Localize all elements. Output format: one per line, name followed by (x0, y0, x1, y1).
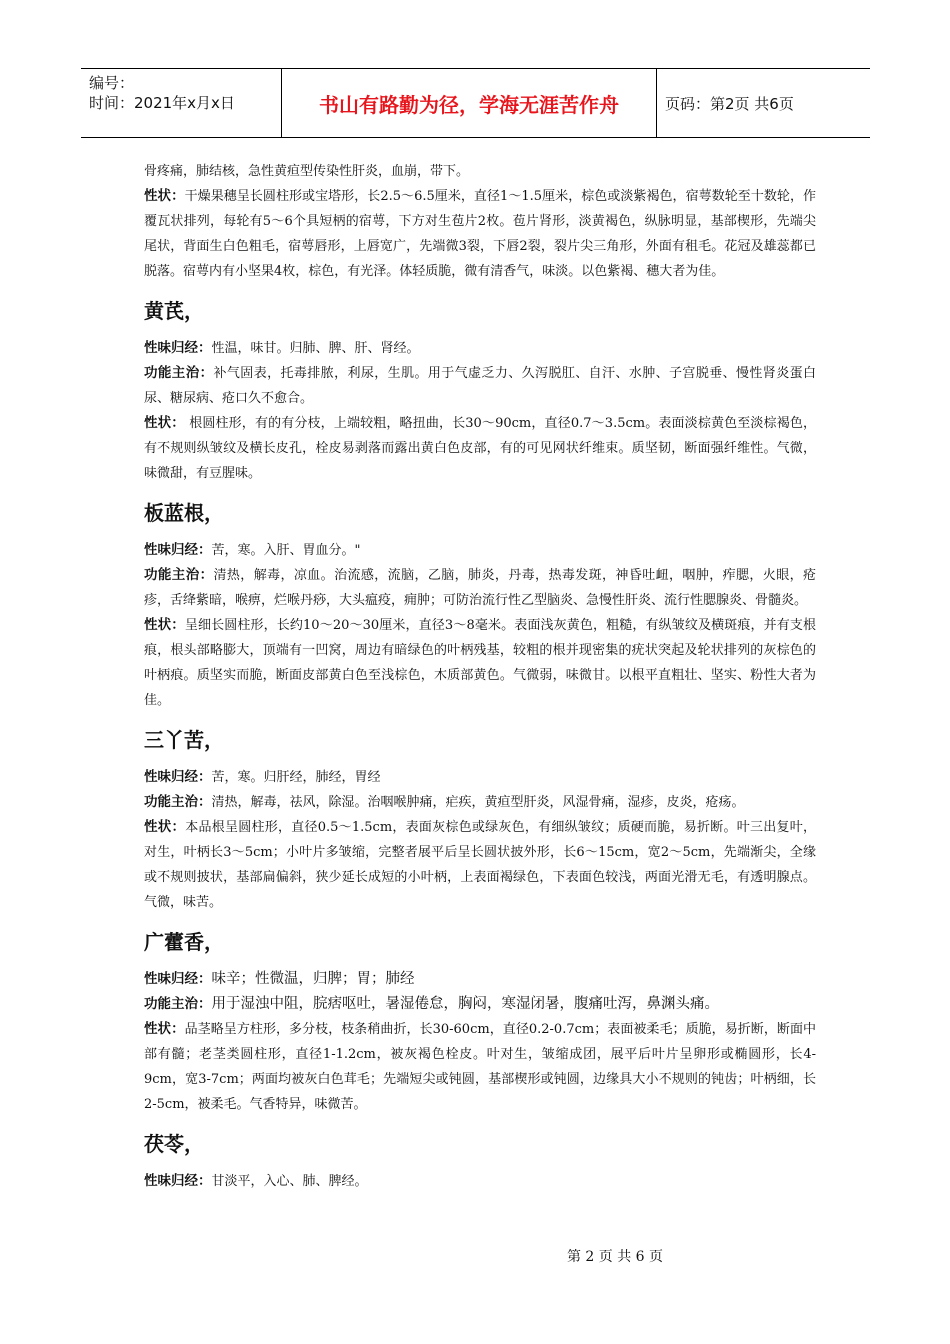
date-label: 时间：2021年x月x日 (89, 94, 235, 112)
gongneng-label: 功能主治： (144, 996, 212, 1012)
herb-xingwei (144, 967, 816, 992)
herb-gongneng (144, 992, 816, 1017)
xingwei-text: 甘淡平，入心、肺、脾经。 (211, 1174, 368, 1189)
herb-title: 三丫苦， (144, 728, 224, 752)
xingzhuang-text: 根圆柱形，有的有分枝，上端较粗，略扭曲，长30～90cm，直径0.7～3.5cm。表面淡棕黄色至淡棕褐色，有不规则纵皱纹及横长皮孔，栓皮易剥落而露出黄白色皮部，有的可见网状纤维束。质坚韧，断面强纤维性。气微，味微甜，有豆腥味。 (144, 416, 816, 481)
herb-xingzhuang (144, 1017, 816, 1117)
herb-xingwei (144, 336, 816, 361)
header-page-label: 页码：第2页 共6页 (665, 94, 794, 113)
herb-title: 板蓝根， (144, 501, 224, 525)
footer-page-number: 第 2 页 共 6 页 (566, 1249, 664, 1265)
herb-gongneng (144, 790, 816, 815)
gongneng-label: 功能主治： (144, 567, 214, 583)
xingzhuang-label: 性状： (144, 617, 185, 633)
xingzhuang-text: 干燥果穗呈长圆柱形或宝塔形，长2.5～6.5厘米，直径1～1.5厘米，棕色或淡紫褐色，宿萼数轮至十数轮，作覆瓦状排列，每轮有5～6个具短柄的宿萼，下方对生苞片2枚。苞片肾形，淡黄褐色，纵脉明显，基部楔形，先端尖尾状，背面生白色粗毛，宿萼唇形，上唇宽广，先端微3裂，下唇2裂，裂片尖三角形，外面有租毛。花冠及雄蕊都已脱落。宿萼内有小坚果4枚，棕色，有光泽。体轻质脆，微有清香气，味淡。以色紫褐、穗大者为佳。 (144, 189, 817, 279)
xingwei-text: 苦，寒。归肝经，肺经，胃经 (211, 770, 381, 785)
gongneng-text: 清热，解毒，祛风，除湿。治咽喉肿痛，疟疾，黄疸型肝炎，风湿骨痛，湿疹，皮炎，疮疡。 (211, 795, 745, 810)
herb-xingzhuang (144, 411, 816, 486)
herb-title: 茯苓， (144, 1132, 204, 1156)
herb-title: 广藿香， (144, 930, 224, 954)
xingzhuang-label: 性状： (144, 819, 186, 835)
xingwei-label: 性味归经： (144, 340, 212, 356)
herb-gongneng (144, 361, 816, 411)
herb-xingwei (144, 765, 816, 790)
header-motto: 书山有路勤为径，学海无涯苦作舟 (282, 69, 657, 137)
herb-xingwei (144, 538, 816, 563)
herb-title: 黄芪， (144, 299, 204, 323)
xingwei-label: 性味归经： (144, 542, 212, 558)
gongneng-text: 补气固表，托毒排脓，利尿，生肌。用于气虚乏力、久泻脱肛、自汗、水肿、子宫脱垂、慢性肾炎蛋白尿、糖尿病、疮口久不愈合。 (144, 366, 816, 406)
header-table (81, 68, 870, 138)
gongneng-label: 功能主治： (144, 794, 212, 810)
herb-xingzhuang (144, 613, 816, 713)
herb-gongneng (144, 563, 816, 613)
xingzhuang-label: 性状： (144, 415, 185, 431)
xingzhuang-label: 性状： (144, 188, 185, 204)
herb-xingwei (144, 1169, 816, 1194)
xingwei-label: 性味归经： (144, 971, 212, 987)
intro-paragraph: 骨疼痛，肺结核，急性黄疸型传染性肝炎，血崩，带下。 (144, 164, 470, 179)
header-meta (81, 69, 282, 137)
main-content (144, 159, 816, 1194)
xingzhuang-text: 本品根呈圆柱形，直径0.5～1.5cm，表面灰棕色或绿灰色，有细纵皱纹；质硬而脆，易折断。叶三出复叶，对生，叶柄长3～5cm；小叶片多皱缩，完整者展平后呈长圆状披外形，长6～15cm，宽2～5cm，先端渐尖，全缘或不规则披状，基部扁偏斜，狭少延长成短的小叶柄，上表面褐绿色，下表面色较浅，两面光滑无毛，有透明腺点。气微，味苦。 (144, 820, 817, 910)
item0-xingzhuang (144, 184, 816, 284)
xingzhuang-text: 呈细长圆柱形，长约10～20～30厘米，直径3～8毫米。表面浅灰黄色，粗糙，有纵皱纹及横斑痕，并有支根痕，根头部略膨大，顶端有一凹窝，周边有暗绿色的叶柄残基，较粗的根并现密集的疣状突起及轮状排列的灰棕色的叶柄痕。质坚实而脆，断面皮部黄白色至浅棕色，木质部黄色。气微弱，味微甘。以根平直粗壮、坚实、粉性大者为佳。 (144, 618, 817, 708)
gongneng-label: 功能主治： (144, 365, 214, 381)
page-footer (0, 1246, 950, 1266)
xingzhuang-label: 性状： (144, 1021, 185, 1037)
xingwei-text: 味辛；性微温，归脾；胃；肺经 (211, 971, 415, 987)
xingwei-text: 性温，味甘。归肺、脾、肝、肾经。 (211, 341, 420, 356)
gongneng-text: 清热，解毒，凉血。治流感，流脑，乙脑，肺炎，丹毒，热毒发斑，神昏吐衄，咽肿，痄腮，火眼，疮疹，舌绛紫暗，喉痹，烂喉丹痧，大头瘟疫，痈肿；可防治流行性乙型脑炎、急慢性肝炎、流行性腮腺炎、骨髓炎。 (144, 568, 816, 608)
xingwei-label: 性味归经： (144, 1173, 212, 1189)
xingzhuang-text: 品茎略呈方柱形，多分枝，枝条稍曲折，长30-60cm，直径0.2-0.7cm；表面被柔毛；质脆，易折断，断面中部有髓；老茎类圆柱形，直径1-1.2cm，被灰褐色栓皮。叶对生，皱缩成团，展平后叶片呈卵形或椭圆形，长4-9cm，宽3-7cm；两面均被灰白色茸毛；先端短尖或钝圆，基部楔形或钝圆，边缘具大小不规则的钝齿；叶柄细，长2-5cm，被柔毛。气香特异，味微苦。 (144, 1022, 817, 1112)
xingwei-label: 性味归经： (144, 769, 212, 785)
herb-xingzhuang (144, 815, 816, 915)
xingwei-text: 苦，寒。入肝、胃血分。" (211, 543, 361, 558)
gongneng-text: 用于湿浊中阻，脘痞呕吐，暑湿倦怠，胸闷，寒湿闭暑，腹痛吐泻，鼻渊头痛。 (211, 996, 719, 1012)
number-label: 编号： (89, 74, 135, 92)
